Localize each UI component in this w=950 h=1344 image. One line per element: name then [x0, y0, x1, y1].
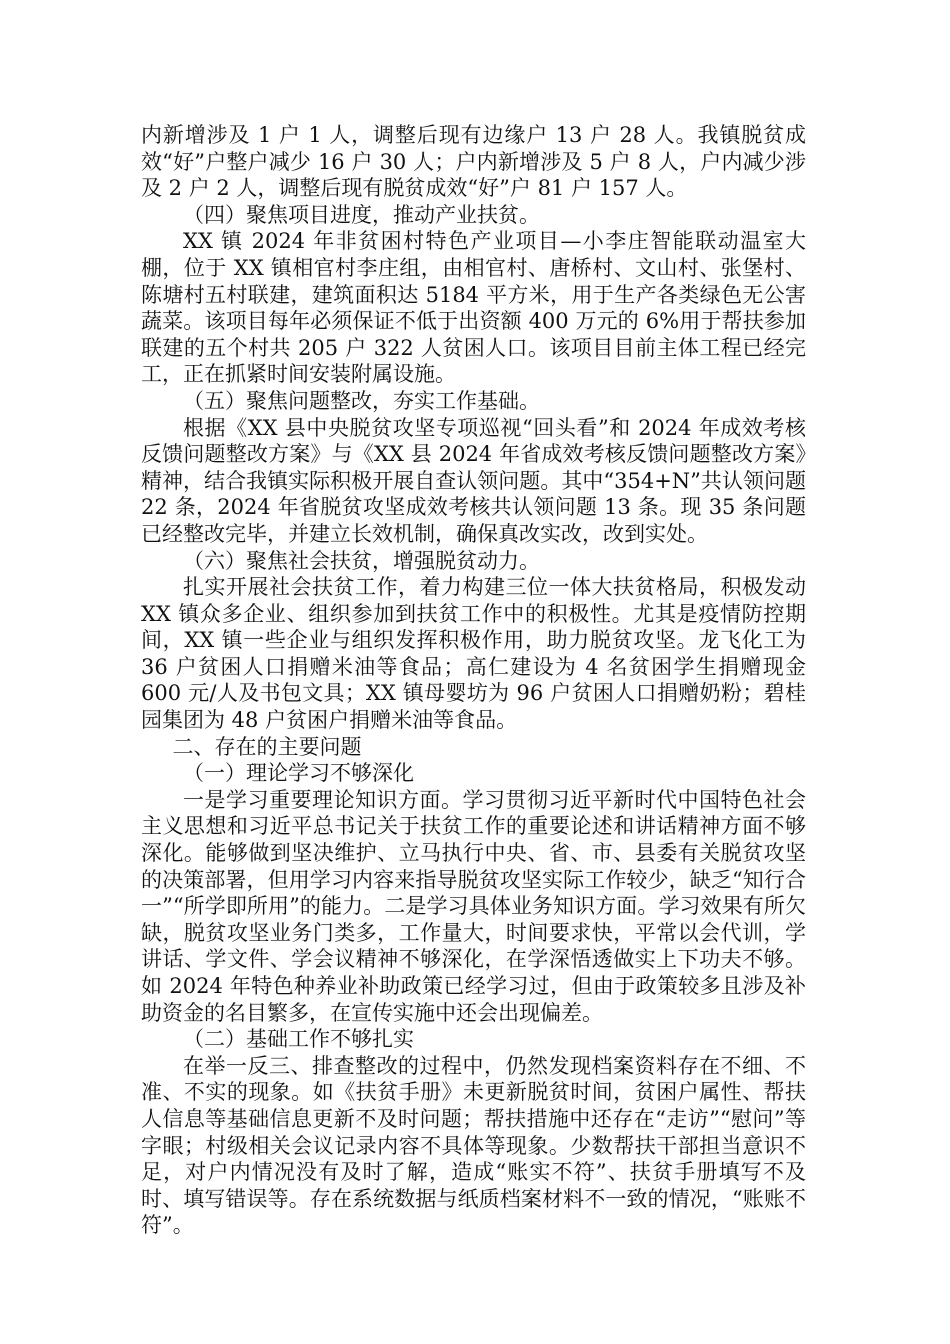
heading-basic-work: （二）基础工作不够扎实: [183, 1027, 414, 1052]
paragraph-continuation: 内新增涉及 1 户 1 人，调整后现有边缘户 13 户 28 人。我镇脱贫成效“好”户整户减少 16 户 30 人；户内新增涉及 5 户 8 人，户内减少涉及 2 户 2 人，调整后现有脱贫成效“好”户 81 户 157 人。: [141, 123, 806, 201]
document-page: [141, 122, 806, 1239]
heading-theory-study: （一）理论学习不够深化: [183, 761, 414, 786]
heading-rectification: （五）聚焦问题整改，夯实工作基础。: [183, 388, 540, 413]
paragraph-social-poverty: 扎实开展社会扶贫工作，着力构建三位一体大扶贫格局，积极发动 XX 镇众多企业、组织参加到扶贫工作中的积极性。尤其是疫情防控期间，XX 镇一些企业与组织发挥积极作用，助力脱贫攻坚。龙飞化工为 36 户贫困人口捐赠米油等食品；高仁建设为 4 名贫困学生捐赠现金 600 元/人及书包文具；XX 镇母婴坊为 96 户贫困人口捐赠奶粉；碧桂园集团为 48 户贫困户捐赠米油等食品。: [141, 575, 806, 733]
heading-social-poverty: （六）聚焦社会扶贫，增强脱贫动力。: [183, 548, 540, 573]
paragraph-project: XX 镇 2024 年非贫困村特色产业项目—小李庄智能联动温室大棚，位于 XX 镇相官村李庄组，由相官村、唐桥村、文山村、张堡村、陈塘村五村联建，建筑面积达 5184 平方米，用于生产各类绿色无公害蔬菜。该项目每年必须保证不低于出资额 400 万元的 6%用于帮扶参加联建的五个村共 205 户 322 人贫困人口。该项目目前主体工程已经完工，正在抓紧时间安装附属设施。: [141, 229, 806, 387]
paragraph-rectification: 根据《XX 县中央脱贫攻坚专项巡视“回头看”和 2024 年成效考核反馈问题整改方案》与《XX 县 2024 年省成效考核反馈问题整改方案》精神，结合我镇实际积极开展自查认领问题。其中“354+N”共认领问题 22 条，2024 年省脱贫攻坚成效考核共认领问题 13 条。现 35 条问题已经整改完毕，并建立长效机制，确保真改实改，改到实处。: [141, 415, 806, 546]
section-title-problems: 二、存在的主要问题: [172, 734, 362, 759]
paragraph-basic-work: 在举一反三、排查整改的过程中，仍然发现档案资料存在不细、不准、不实的现象。如《扶贫手册》未更新脱贫时间，贫困户属性、帮扶人信息等基础信息更新不及时问题；帮扶措施中还存在“走访”“慰问”等字眼；村级相关会议记录内容不具体等现象。少数帮扶干部担当意识不足，对户内情况没有及时了解，造成“账实不符”、扶贫手册填写不及时、填写错误等。存在系统数据与纸质档案材料不一致的情况，“账账不符”。: [141, 1053, 806, 1238]
paragraph-theory-study: 一是学习重要理论知识方面。学习贯彻习近平新时代中国特色社会主义思想和习近平总书记关于扶贫工作的重要论述和讲话精神方面不够深化。能够做到坚决维护、立马执行中央、省、市、县委有关脱贫攻坚的决策部署，但用学习内容来指导脱贫攻坚实际工作较少，缺乏“知行合一”“所学即所用”的能力。二是学习具体业务知识方面。学习效果有所欠缺，脱贫攻坚业务门类多，工作量大，时间要求快，平常以会代训，学讲话、学文件、学会议精神不够深化，在学深悟透做实上下功夫不够。如 2024 年特色种养业补助政策已经学习过，但由于政策较多且涉及补助资金的名目繁多，在宣传实施中还会出现偏差。: [141, 787, 806, 1025]
heading-project-progress: （四）聚焦项目进度，推动产业扶贫。: [183, 202, 540, 227]
